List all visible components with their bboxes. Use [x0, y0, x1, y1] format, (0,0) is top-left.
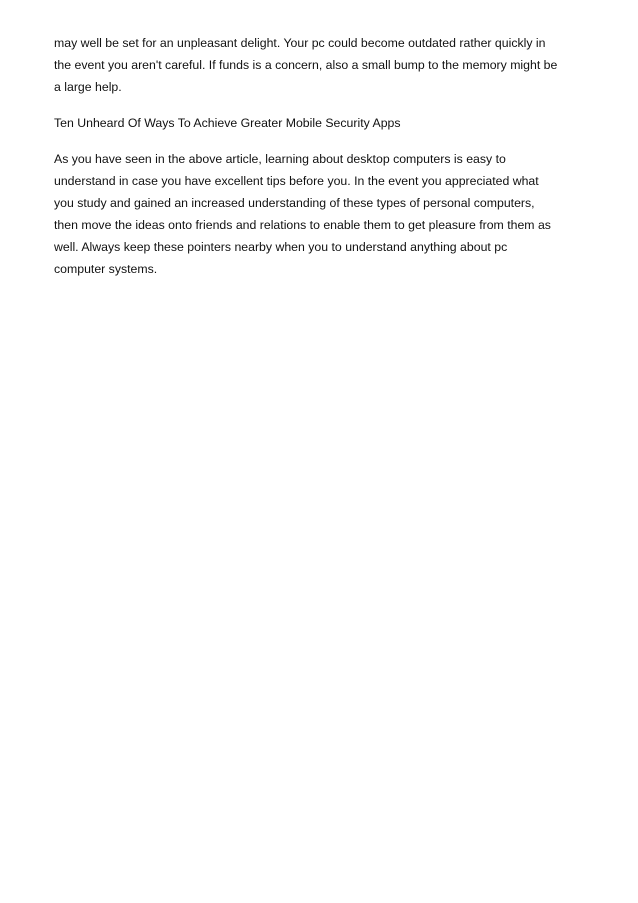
heading-text: Ten Unheard Of Ways To Achieve Greater Mobile Security Apps	[54, 116, 401, 130]
text-line: the event you aren't careful. If funds is a concern, also a small bump to the memory might be	[54, 58, 558, 72]
text-line: then move the ideas onto friends and relations to enable them to get pleasure from them as	[54, 218, 551, 232]
text-line: you study and gained an increased understanding of these types of personal computers,	[54, 196, 535, 210]
body-paragraph	[54, 32, 594, 98]
paragraph-spacer	[54, 134, 594, 148]
paragraph-spacer	[54, 98, 594, 112]
document-page	[54, 32, 594, 280]
text-line: As you have seen in the above article, learning about desktop computers is easy to	[54, 152, 506, 166]
text-line: well. Always keep these pointers nearby when you to understand anything about pc	[54, 240, 508, 254]
text-line: may well be set for an unpleasant delight. Your pc could become outdated rather quickly in	[54, 36, 546, 50]
body-paragraph	[54, 148, 594, 280]
section-heading	[54, 112, 594, 134]
text-line: a large help.	[54, 80, 122, 94]
text-line: computer systems.	[54, 262, 158, 276]
text-line: understand in case you have excellent tips before you. In the event you appreciated what	[54, 174, 539, 188]
